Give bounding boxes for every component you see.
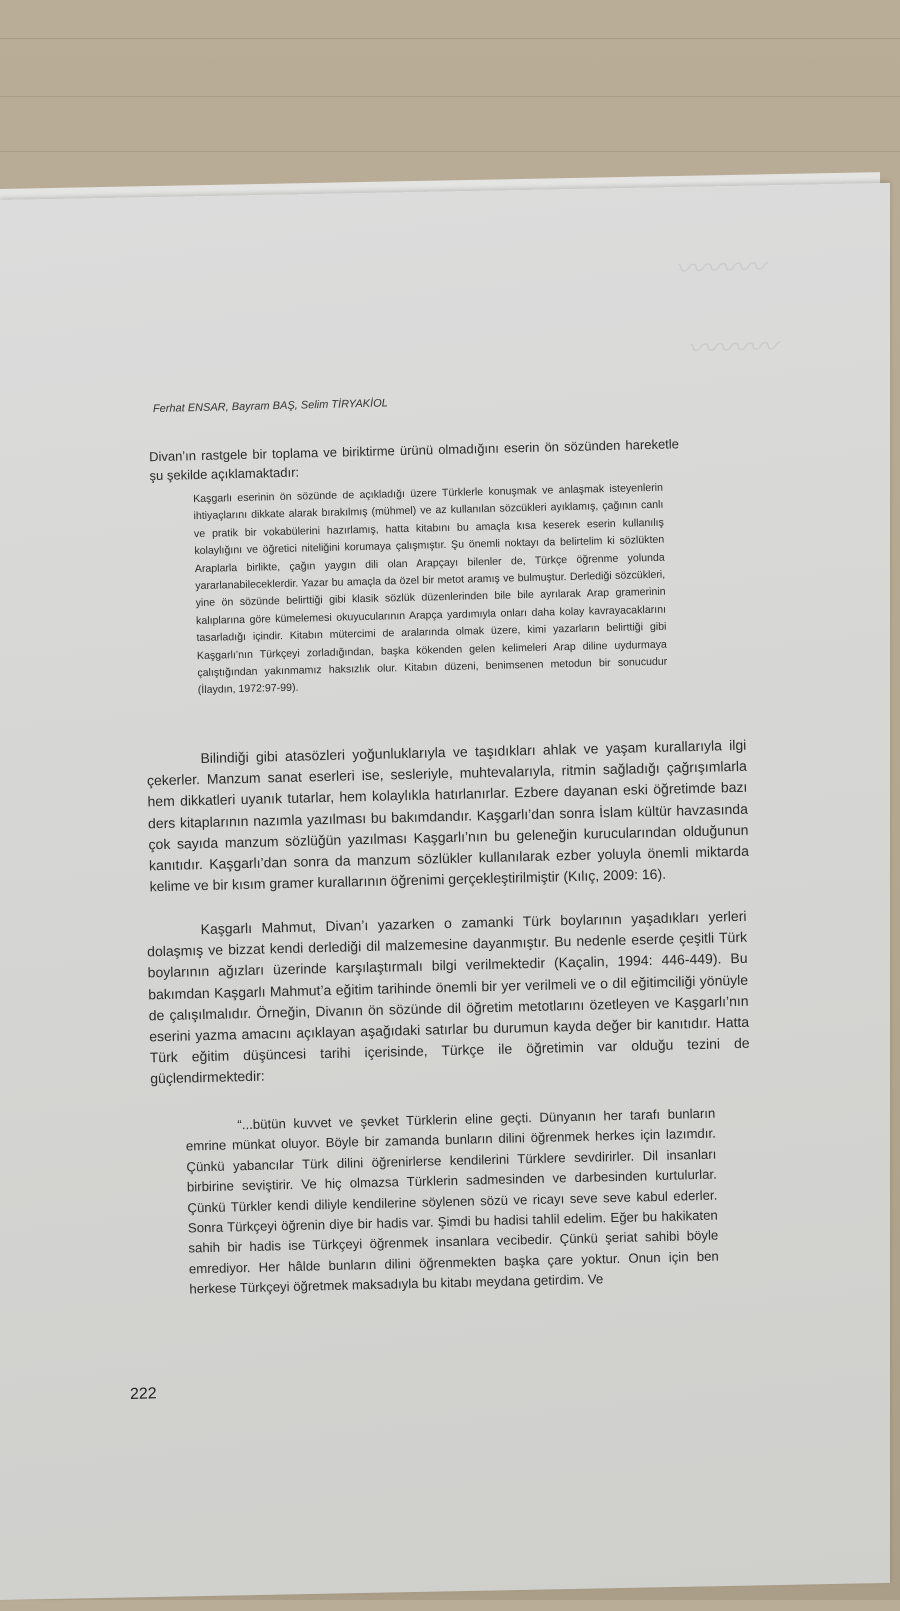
intro-paragraph: Divan’ın rastgele bir toplama ve biriktirme ürünü olmadığını eserin ön sözünden hareketle şu şekilde açıklamaktadır: xyxy=(148,436,680,484)
paragraph-indent xyxy=(147,763,201,764)
body-paragraph-2 xyxy=(146,906,750,1090)
body-paragraph-1-text: Bilindiği gibi atasözleri yoğunluklarıyla ve taşıdıkları ahlak ve yaşam kurallarıyla ilgi çekerler. Manzum sanat eserleri ise, sesleriyle, muhtevalarıyla, ritmin sağladığı çağrışımlarla hem dikkatleri uyanık tutarlar, hem kolaylıkla hatırlanırlar. Ezbere dayanan eski öğretimde bazı ders kitaplarının nazımla yazılması bu bakımdandır. Kaşgarlı’dan sonra İslam kültür havzasında çok sayıda manzum sözlüğün yazılması Kaşgarlı’nın bu geleneğin kurucularından olduğunun kanıtıdır. Kaşgarlı’dan sonra da manzum sözlükler kullanılarak ezber yoluyla önemli miktarda kelime ve bir kısım gramer kurallarının öğrenimi gerçekleştirilmiştir (Kılıç, 2009: 16). xyxy=(146,736,750,895)
block-quote-2 xyxy=(185,1104,719,1301)
running-head-authors: Ferhat ENSAR, Bayram BAŞ, Selim TİRYAKİOL xyxy=(152,397,388,416)
block-quote-1: Kaşgarlı eserinin ön sözünde de açıkladığı üzere Türklerle konuşmak ve anlaşmak isteyenlerin ihtiyaçlarını dikkate alarak bırakılmış (mühmel) ve az kullanılan sözcükleri ayıklamış, çağının canlı ve pratik bir vokabülerini hazırlamış, hatta kitabını bu amaçla kısa keserek eserin kullanılış kolaylığını ve öğretici niteliğini korumaya çalışmıştır. Şu önemli noktayı da belirtelim ki sözlükten Araplarla birlikte, çağın yaygın dili olan Arapçayı bilenler de, Türkçe öğrenme yolunda yararlanabileceklerdir. Yazar bu amaçla da özel bir metot aramış ve bulmuştur. Derlediği sözcükleri, yine ön sözünde belirttiği gibi klasik sözlük düzenlerinden bile bile ayrılarak Arap gramerinin kalıplarına göre kümelemesi okuyucularının Arapça yardımıyla onları daha kolay kavrayacaklarını tasarladığı içindir. Kitabın mütercimi de aralarında olmak üzere, kimi yazarların belirttiği gibi Kaşgarlı’nın Türkçeyi zorladığından, başka kökenden gelen kelimeleri Arap diline uydurmaya çalıştığından yakınmamız haksızlık olur. Kitabın düzeni, benimsenen metodun bir sonucudur (İlaydın, 1972:97-99). xyxy=(192,481,668,697)
body-paragraph-1 xyxy=(146,735,749,898)
body-paragraph-2-text: Kaşgarlı Mahmut, Divan’ı yazarken o zamanki Türk boylarının yaşadıkları yerleri dolaşmış ve bizzat kendi derlediği dil malzemesine dayanmıştır. Bu nedenle eserde çeşitli Türk boylarının ağızları üzerinde karşılaştırmalı bilgi verilmektedir (Kaçalin, 1994: 446-449). Bu bakımdan Kaşgarlı Mahmut’a eğitim tarihinde önemli bir yer verilmeli ve o dil eğitimciliği yönüyle de çalışılmalıdır. Örneğin, Divanın ön sözünde dil öğretim metotlarını özetleyen ve Kaşgarlı’nın eserini yazma amacını açıklayan aşağıdaki satırlar bu durumun kayda değer bir kanıtıdır. Hatta Türk eğitim düşüncesi tarihi içerisinde, Türkçe ile öğretimin var olduğu tezini de güçlendirmektedir: xyxy=(146,907,750,1087)
page-number: 222 xyxy=(129,1385,157,1403)
bleed-through-mark: 〰〰〰 xyxy=(686,329,778,368)
block-quote-2-text: “...bütün kuvvet ve şevket Türklerin eline geçti. Dünyanın her tarafı bunların emrine münkat oluyor. Böyle bir zamanda bunların dilini öğrenmek herkes için lazımdır. Çünkü yabancılar Türk dilini öğrenirlerse kendilerini Türklere sevdirirler. Dil insanları birbirine seviştirir. Ve hiç olmazsa Türklerin sadmesinden ve darbesinden kurtulurlar. Çünkü Türkler kendi diliyle kendilerine söylenen sözü ve ricayı seve seve kabul ederler. Sonra Türkçeyi öğrenin diye bir hadis var. Şimdi bu hadisi tahlil edelim. Eğer bu hakikaten sahih bir hadis ise Türkçeyi öğrenmek insanlara vecibedir. Çünkü şeriat sahibi böyle emrediyor. Her hâlde bunların dilini öğrenmekten başka çare yoktur. Onun için ben herkese Türkçeyi öğretmek maksadıyla bu kitabı meydana getirdim. Ve xyxy=(185,1105,719,1297)
paragraph-indent xyxy=(186,1129,238,1130)
paragraph-indent xyxy=(147,934,201,935)
bleed-through-mark: 〰〰〰 xyxy=(674,250,766,288)
